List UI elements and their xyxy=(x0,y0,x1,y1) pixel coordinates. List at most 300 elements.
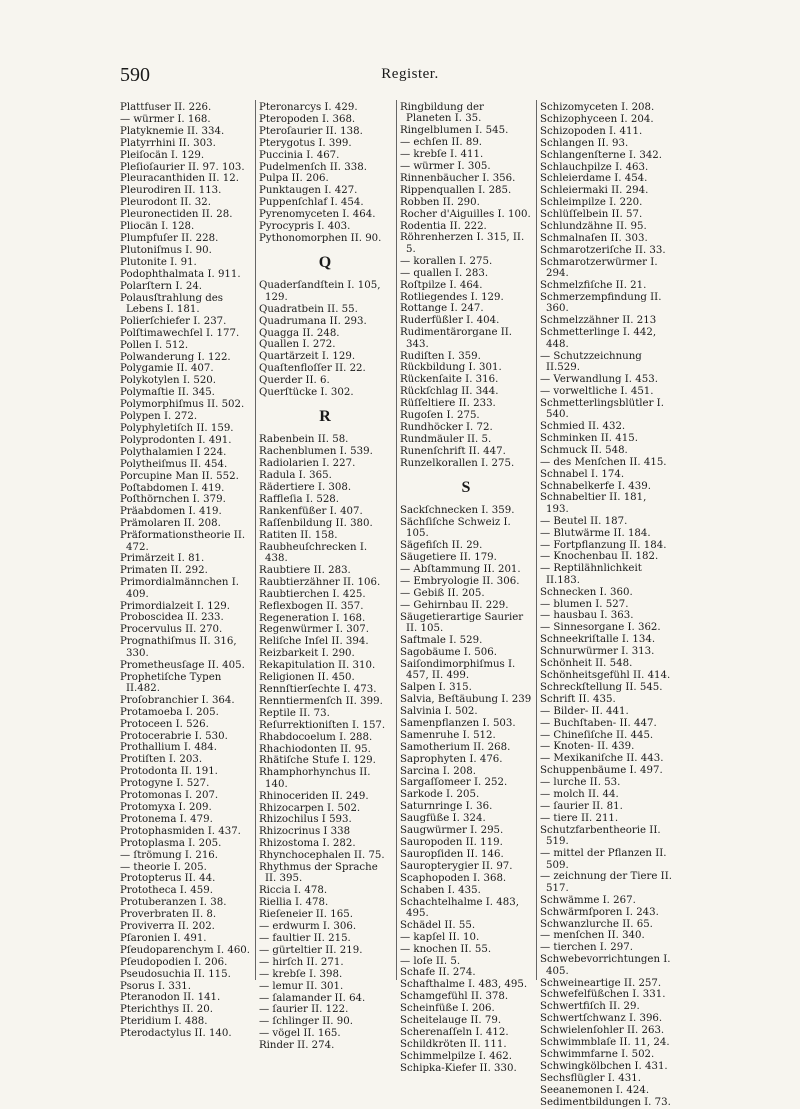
index-entry: Säugetiere II. 179. xyxy=(400,552,497,564)
index-entry: Pterichthys II. 20. xyxy=(120,1004,213,1016)
index-entry: Schädel II. 55. xyxy=(400,919,476,931)
index-entry: Pollen I. 512. xyxy=(120,339,189,351)
index-entry: Samenruhe I. 512. xyxy=(400,729,496,741)
index-entry: Rudiſten I. 359. xyxy=(400,350,481,362)
index-entry: — vögel II. 165. xyxy=(259,1028,341,1040)
index-entry: Protonema I. 479. xyxy=(120,813,213,825)
index-entry: Protamoeba I. 205. xyxy=(120,706,219,718)
index-entry: Renntiermenſch II. 399. xyxy=(259,695,383,707)
index-entry: Scaphopoden I. 368. xyxy=(400,872,507,884)
index-entry: Schmied II. 432. xyxy=(540,420,626,432)
index-entry: Schizomyceten I. 208. xyxy=(540,102,655,113)
index-entry: Pseudosuchia II. 115. xyxy=(120,968,231,980)
index-entry: Pteronarcys I. 429. xyxy=(259,102,358,113)
index-entry: Runzelkorallen I. 275. xyxy=(400,457,515,469)
index-entry: Rhamphorhynchus II. 140. xyxy=(259,767,371,790)
index-entry: Plutoniſmus I. 90. xyxy=(120,244,212,256)
index-entry: Protiſten I. 203. xyxy=(120,754,203,766)
index-entry: Raubheuſchrecken I. 438. xyxy=(259,541,368,564)
index-entry: — ſtrömung I. 216. xyxy=(120,849,219,861)
index-entry: Pteroſaurier II. 138. xyxy=(259,125,363,137)
index-entry: Protopterus II. 44. xyxy=(120,873,216,885)
index-entry: Schneekriſtalle I. 134. xyxy=(540,634,656,646)
index-entry: Sargaſſomeer I. 252. xyxy=(400,777,508,789)
index-entry: Schwimmfarne I. 502. xyxy=(540,1049,655,1060)
index-entry: Schwielenſohler II. 263. xyxy=(540,1025,665,1037)
index-entry: — Schutzzeichnung II.529. xyxy=(540,350,642,373)
index-entry: Sedimentbildungen I. 73. xyxy=(540,1096,671,1108)
index-entry: Schmetterlinge I. 442, 448. xyxy=(540,327,657,350)
index-entry: — Verwandlung I. 453. xyxy=(540,373,658,385)
index-entry: Reliſche Inſel II. 394. xyxy=(259,636,369,648)
index-entry: Quaſtenfloſſer II. 22. xyxy=(259,363,366,375)
index-entry: — Blutwärme II. 184. xyxy=(540,527,651,539)
index-entry: Pythonomorphen II. 90. xyxy=(259,232,382,244)
index-entry: Schwämme I. 267. xyxy=(540,894,636,906)
index-entry: Rekapitulation II. 310. xyxy=(259,660,376,672)
index-entry: Poſthörnchen I. 379. xyxy=(120,494,226,506)
index-entry: — knochen II. 55. xyxy=(400,943,492,955)
index-entry: Pſeudopodien I. 206. xyxy=(120,956,228,968)
index-entry: Saugfüße I. 324. xyxy=(400,813,486,825)
index-entry: Raffleſia I. 528. xyxy=(259,493,340,505)
index-entry: Prämolaren II. 208. xyxy=(120,518,221,530)
index-entry: Quallen I. 272. xyxy=(259,339,336,351)
index-entry: Schmarotzerwürmer I. 294. xyxy=(540,256,658,280)
index-entry: Rieſeneier II. 165. xyxy=(259,909,353,921)
index-entry: Polymaſtie II. 345. xyxy=(120,387,215,399)
index-entry: Schnurwürmer I. 313. xyxy=(540,646,655,658)
index-entry: Schafe II. 274. xyxy=(400,967,476,979)
index-entry: Prognathiſmus II. 316, 330. xyxy=(120,636,237,659)
index-entry: — gürteltier II. 219. xyxy=(259,944,363,956)
index-entry: Pteridium I. 488. xyxy=(120,1016,208,1028)
index-entry: Scheinfüße I. 206. xyxy=(400,1003,495,1015)
index-entry: Primordialzeit I. 129. xyxy=(120,600,230,612)
index-entry: Ruderfüßler I. 404. xyxy=(400,315,500,327)
index-entry: Rinnenbäucher I. 356. xyxy=(400,172,516,184)
index-entry: Procervulus II. 270. xyxy=(120,624,223,636)
index-column-4 xyxy=(540,102,672,1109)
index-entry: Rhizocrinus I 338 xyxy=(259,826,351,838)
index-entry: Rinder II. 274. xyxy=(259,1040,335,1052)
index-entry: Rhätiſche Stufe I. 129. xyxy=(259,755,376,767)
index-entry: Schwertfiſch II. 29. xyxy=(540,1001,640,1013)
index-entry: Sächſiſche Schweiz I. 105. xyxy=(400,517,511,540)
index-entry: — kapſel II. 10. xyxy=(400,931,480,943)
index-entry: — theorie I. 205. xyxy=(120,861,207,873)
index-entry: Schleiermaki II. 294. xyxy=(540,185,649,197)
index-entry: Pleurodiren II. 113. xyxy=(120,185,222,197)
index-entry: — Fortpflanzung II. 184. xyxy=(540,539,667,551)
index-entry: Protogyne I. 527. xyxy=(120,778,210,790)
index-entry: Protomyxa I. 209. xyxy=(120,801,212,813)
index-entry: Polyphyletiſch II. 159. xyxy=(120,422,234,434)
index-entry: Rabenbein II. 58. xyxy=(259,434,349,446)
index-entry: Schamgefühl II. 378. xyxy=(400,991,509,1003)
index-entry: Rachenblumen I. 539. xyxy=(259,446,373,458)
index-entry: Primärzeit I. 81. xyxy=(120,553,205,565)
index-entry: Pterygotus I. 399. xyxy=(259,137,352,149)
index-entry: Raſſenbildung II. 380. xyxy=(259,517,373,529)
index-entry: Samotherium II. 268. xyxy=(400,741,511,753)
index-entry: Pleſioſaurier II. 97. 103. xyxy=(120,161,245,173)
index-entry: Primaten II. 292. xyxy=(120,565,208,577)
index-entry: Schreckſtellung II. 545. xyxy=(540,681,663,693)
index-entry: — Mexikaniſche II. 443. xyxy=(540,753,664,765)
index-entry: Rhythmus der Sprache II. 395. xyxy=(259,862,378,885)
index-entry: Sauropterygier II. 97. xyxy=(400,860,513,872)
index-entry: — Abſtammung II. 201. xyxy=(400,564,521,576)
index-entry: Schwingkölbchen I. 431. xyxy=(540,1060,668,1072)
index-entry: Radiolarien I. 227. xyxy=(259,458,356,470)
index-entry: — Knochenbau II. 182. xyxy=(540,551,659,563)
index-entry: Regeneration I. 168. xyxy=(259,612,366,624)
index-entry: Seeanemonen I. 424. xyxy=(540,1084,650,1096)
index-entry: Schmarotzeriſche II. 33. xyxy=(540,244,666,256)
index-entry: Schmelzfiſche II. 21. xyxy=(540,280,647,292)
index-entry: Pſeudoparenchym I. 460. xyxy=(120,944,251,956)
index-entry: — lurche II. 53. xyxy=(540,777,621,789)
index-entry: — Sinnesorgane I. 362. xyxy=(540,622,661,634)
index-entry: Schnabeltier II. 181, 193. xyxy=(540,492,647,515)
index-entry: Raubtierchen I. 425. xyxy=(259,588,366,600)
section-letter: S xyxy=(461,479,471,497)
index-entry: Ratiten II. 158. xyxy=(259,529,338,541)
index-entry: Psorus I. 331. xyxy=(120,980,192,992)
index-entry: Pulpa II. 206. xyxy=(259,173,329,185)
index-entry: Rhynchocephalen II. 75. xyxy=(259,850,385,862)
index-entry: — vorweltliche I. 451. xyxy=(540,385,654,397)
index-entry: Rippenquallen I. 285. xyxy=(400,184,512,196)
index-entry: Schwebevorrichtungen I. 405. xyxy=(540,954,671,977)
index-entry: Schönheit II. 548. xyxy=(540,658,633,670)
index-entry: — molch II. 44. xyxy=(540,789,619,801)
index-entry: Rhinoceriden II. 249. xyxy=(259,790,369,802)
index-entry: Religionen II. 450. xyxy=(259,672,355,684)
index-entry: Prometheusſage II. 405. xyxy=(120,659,245,671)
index-entry: Polarſtern I. 24. xyxy=(120,280,203,292)
index-entry: Protomonas I. 207. xyxy=(120,790,219,802)
index-entry: — ſalamander II. 64. xyxy=(259,992,366,1004)
index-entry: Proverbraten II. 8. xyxy=(120,909,217,921)
index-entry: Protodonta II. 191. xyxy=(120,766,218,778)
index-entry: Rüſſeltiere II. 233. xyxy=(400,398,496,410)
index-entry: Polytheiſmus II. 454. xyxy=(120,458,228,470)
index-entry: Sauropoden II. 119. xyxy=(400,836,503,848)
index-entry: Polymorphiſmus II. 502. xyxy=(120,399,245,411)
index-entry: — lemur II. 301. xyxy=(259,980,344,992)
index-entry: Pſaronien I. 491. xyxy=(120,932,207,944)
index-entry: Rückbildung I. 301. xyxy=(400,362,502,374)
index-entry: Schutzfarbentheorie II. 519. xyxy=(540,824,661,848)
index-entry: Saprophyten I. 476. xyxy=(400,753,503,765)
index-entry: Schimmelpilze I. 462. xyxy=(400,1050,512,1062)
index-entry: Prophetiſche Typen II.482. xyxy=(120,671,222,694)
index-entry: Proviverra II. 202. xyxy=(120,921,215,933)
index-entry: Schipka-Kiefer II. 330. xyxy=(400,1062,517,1074)
index-entry: Protoplasma I. 205. xyxy=(120,837,222,849)
index-entry: Riellia I. 478. xyxy=(259,897,329,909)
index-entry: — hausbau I. 363. xyxy=(540,610,634,622)
page-number: 590 xyxy=(120,64,150,86)
index-entry: Reſurrektioniſten I. 157. xyxy=(259,719,386,731)
index-entry: Polſtimawechſel I. 177. xyxy=(120,327,240,339)
index-entry: Rundmäuler II. 5. xyxy=(400,433,492,445)
index-entry: Quadrumana II. 293. xyxy=(259,315,367,327)
index-entry: — korallen I. 275. xyxy=(400,255,493,267)
index-entry: Schwertſchwanz I. 396. xyxy=(540,1013,663,1025)
index-entry: Präabdomen I. 419. xyxy=(120,506,222,518)
index-entry: Schnecken I. 360. xyxy=(540,586,633,598)
index-entry: Saiſondimorphiſmus I. 457, II. 499. xyxy=(400,658,516,682)
index-entry: Präformationstheorie II. 472. xyxy=(120,530,246,553)
index-entry: Schachtelhalme I. 483, 495. xyxy=(400,896,519,919)
index-entry: Schwefelfüßchen I. 331. xyxy=(540,989,666,1001)
index-entry: Säugetierartige Saurier II. 105. xyxy=(400,611,524,635)
index-entry: Reptile II. 73. xyxy=(259,707,330,719)
index-entry: Pliocän I. 128. xyxy=(120,221,195,233)
index-entry: Schlangenſterne I. 342. xyxy=(540,149,663,161)
index-entry: — Buchſtaben- II. 447. xyxy=(540,717,657,729)
index-entry: Rankenfüßer I. 407. xyxy=(259,505,363,517)
index-entry: — krebſe I. 398. xyxy=(259,968,343,980)
section-letter: Q xyxy=(318,254,332,272)
index-entry: — Gehirnbau II. 229. xyxy=(400,599,509,611)
column-rule xyxy=(396,100,397,980)
index-entry: Schizophyceen I. 204. xyxy=(540,113,654,125)
index-entry: Sägefiſch II. 29. xyxy=(400,540,483,552)
index-entry: — zeichnung der Tiere II. 517. xyxy=(540,871,672,894)
index-entry: Pyrenomyceten I. 464. xyxy=(259,209,376,221)
index-entry: Sackſchnecken I. 359. xyxy=(400,505,515,517)
index-column-2 xyxy=(259,102,391,1052)
index-entry: Rocher d'Aiguilles I. 100. xyxy=(400,208,531,220)
index-entry: Pudelmenſch II. 338. xyxy=(259,161,367,173)
index-entry: — quallen I. 283. xyxy=(400,267,489,279)
index-entry: — ſaurier II. 122. xyxy=(259,1004,349,1016)
index-entry: Schmuck II. 548. xyxy=(540,444,628,456)
index-entry: Quaderſandſtein I. 105, 129. xyxy=(259,280,381,303)
index-entry: Polyprodonten I. 491. xyxy=(120,434,232,446)
index-entry: Plutonite I. 91. xyxy=(120,256,197,268)
index-entry: — faultier II. 215. xyxy=(259,933,351,944)
index-entry: Schwärmſporen I. 243. xyxy=(540,906,659,918)
index-entry: Sagobäume I. 506. xyxy=(400,646,497,658)
index-entry: Salvia, Beſtäubung I. 239 xyxy=(400,694,532,706)
index-entry: Saftmale I. 529. xyxy=(400,635,483,647)
index-entry: Schönheitsgefühl II. 414. xyxy=(540,670,671,681)
index-entry: Robben II. 290. xyxy=(400,196,480,208)
index-entry: Querder II. 6. xyxy=(259,375,330,387)
index-entry: Polierſchiefer I. 237. xyxy=(120,315,227,327)
index-entry: Sarcina I. 208. xyxy=(400,765,476,777)
index-entry: Schnabelkerfe I. 439. xyxy=(540,480,651,492)
index-entry: Protophasmiden I. 437. xyxy=(120,825,241,837)
index-entry: Schlauchpilze I. 463. xyxy=(540,161,649,173)
index-entry: Ringbildung der Planeten I. 35. xyxy=(400,102,484,125)
index-entry: Plattfuser II. 226. xyxy=(120,102,212,113)
index-entry: Polwanderung I. 122. xyxy=(120,351,231,363)
index-entry: Ringelblumen I. 545. xyxy=(400,125,509,137)
index-entry: Schafthalme I. 483, 495. xyxy=(400,979,528,991)
index-entry: Rotliegendes I. 129. xyxy=(400,291,504,303)
index-entry: Polykotylen I. 520. xyxy=(120,375,217,387)
index-entry: Querſtücke I. 302. xyxy=(259,387,354,399)
index-entry: Rudimentärorgane II. 343. xyxy=(400,327,513,350)
index-entry: Raubtierzähner II. 106. xyxy=(259,576,381,588)
index-entry: Samenpflanzen I. 503. xyxy=(400,717,516,729)
index-entry: Primordialmännchen I. 409. xyxy=(120,577,239,600)
index-entry: — würmer I. 305. xyxy=(400,161,491,173)
index-entry: — Reptilähnlichkeit II.183. xyxy=(540,563,642,586)
index-entry: Pleuracanthiden II. 12. xyxy=(120,173,239,185)
index-column-3 xyxy=(400,102,532,1075)
index-entry: Sauropſiden II. 146. xyxy=(400,848,504,860)
index-entry: Schizopoden I. 411. xyxy=(540,125,643,137)
index-entry: — loſe II. 5. xyxy=(400,955,461,967)
index-entry: — des Menſchen II. 415. xyxy=(540,456,667,468)
index-entry: Pteranodon II. 141. xyxy=(120,992,221,1004)
index-entry: Rundhöcker I. 72. xyxy=(400,421,493,433)
index-entry: Riccia I. 478. xyxy=(259,885,328,897)
index-entry: Puccinia I. 467. xyxy=(259,149,340,161)
index-entry: — Bilder- II. 441. xyxy=(540,705,629,717)
index-entry: Roſtpilze I. 464. xyxy=(400,279,483,291)
index-column-1 xyxy=(120,102,252,1040)
page-header xyxy=(110,64,710,90)
index-entry: — tierchen I. 297. xyxy=(540,942,633,954)
index-entry: Rückſchlag II. 344. xyxy=(400,386,499,398)
index-entry: — Beutel II. 187. xyxy=(540,515,628,527)
index-entry: Protoceen I. 526. xyxy=(120,718,209,730)
index-entry: Pleuronectiden II. 28. xyxy=(120,209,233,221)
index-entry: Quartärzeit I. 129. xyxy=(259,351,356,363)
index-entry: Poſtabdomen I. 419. xyxy=(120,482,225,494)
index-entry: Rhizostoma I. 282. xyxy=(259,838,356,850)
index-entry: — Gebiß II. 205. xyxy=(400,587,485,599)
index-entry: Salpen I. 315. xyxy=(400,682,472,694)
index-entry: Punktaugen I. 427. xyxy=(259,185,358,197)
index-entry: Regenwürmer I. 307. xyxy=(259,624,369,636)
index-entry: Sarkode I. 205. xyxy=(400,789,480,801)
index-entry: Rodentia II. 222. xyxy=(400,220,487,232)
index-entry: Saturnringe I. 36. xyxy=(400,801,493,813)
section-letter: R xyxy=(319,408,331,426)
index-entry: — blumen I. 527. xyxy=(540,598,629,610)
index-entry: — würmer I. 168. xyxy=(120,113,211,125)
index-entry: Polypen I. 272. xyxy=(120,411,198,423)
index-entry: Radula I. 365. xyxy=(259,470,332,482)
index-entry: — ſaurier II. 81. xyxy=(540,800,623,812)
index-entry: Proboscidea II. 233. xyxy=(120,612,224,624)
index-entry: Saugwürmer I. 295. xyxy=(400,825,504,837)
running-head: Register. xyxy=(381,66,439,82)
index-entry: Rhizochilus I 593. xyxy=(259,814,352,826)
index-entry: Schmetterlingsblütler I. 540. xyxy=(540,397,664,421)
index-entry: — mittel der Pflanzen II. 509. xyxy=(540,848,667,871)
index-entry: Schildkröten II. 111. xyxy=(400,1038,507,1050)
index-entry: Scherenaſſeln I. 412. xyxy=(400,1026,509,1038)
index-entry: Puppenſchlaf I. 454. xyxy=(259,197,364,209)
index-entry: Schwimmblaſe II. 11, 24. xyxy=(540,1037,670,1049)
index-entry: Podophthalmata I. 911. xyxy=(120,268,241,280)
index-entry: Scheitelauge II. 79. xyxy=(400,1015,502,1027)
index-entry: Raubtiere II. 283. xyxy=(259,564,351,576)
index-entry: Schleimpilze I. 220. xyxy=(540,197,643,209)
index-entry: Runenſchrift II. 447. xyxy=(400,445,506,457)
index-entry: Schmalnaſen II. 303. xyxy=(540,232,648,244)
index-entry: Reizbarkeit I. 290. xyxy=(259,648,355,660)
index-entry: Polausſtrahlung des Lebens I. 181. xyxy=(120,292,223,315)
index-entry: Pterodactylus II. 140. xyxy=(120,1028,232,1040)
index-entry: — Embryologie II. 306. xyxy=(400,576,520,588)
index-entry: Polythalamien I 224. xyxy=(120,446,227,458)
index-entry: — Chineſiſche II. 445. xyxy=(540,729,654,741)
index-entry: — ſchlinger II. 90. xyxy=(259,1016,353,1028)
index-entry: — menſchen II. 340. xyxy=(540,930,645,942)
index-entry: — erdwurm I. 306. xyxy=(259,921,357,933)
index-entry: Rottange I. 247. xyxy=(400,303,484,315)
index-entry: Rhachiodonten II. 95. xyxy=(259,743,371,755)
index-entry: Platyrrhini II. 303. xyxy=(120,137,216,149)
index-entry: — echſen II. 89. xyxy=(400,137,483,149)
index-entry: — krebſe I. 411. xyxy=(400,149,484,161)
index-entry: Pleiſocän I. 129. xyxy=(120,149,205,161)
index-entry: Polygamie II. 407. xyxy=(120,363,214,375)
index-entry: Quagga II. 248. xyxy=(259,327,340,339)
index-entry: Röhrenherzen I. 315, II. 5. xyxy=(400,232,525,255)
index-entry: Pteropoden I. 368. xyxy=(259,113,356,125)
index-entry: Rädertiere I. 308. xyxy=(259,482,352,494)
index-entry: Pleurodont II. 32. xyxy=(120,197,211,209)
index-entry: Schlüſſelbein II. 57. xyxy=(540,209,643,221)
index-entry: Schaben I. 435. xyxy=(400,884,481,896)
index-entry: Porcupine Man II. 552. xyxy=(120,470,239,482)
index-entry: Schminken II. 415. xyxy=(540,432,638,444)
index-entry: Schlundzähne II. 95. xyxy=(540,221,647,233)
index-entry: Schleierdame I. 454. xyxy=(540,173,648,185)
index-entry: Rennſtierſechte I. 473. xyxy=(259,683,377,695)
index-entry: Platyknemie II. 334. xyxy=(120,125,225,137)
index-entry: Proſobranchier I. 364. xyxy=(120,694,235,706)
index-entry: — tiere II. 211. xyxy=(540,812,619,824)
index-entry: Rhabdocoelum I. 288. xyxy=(259,731,373,743)
index-entry: Schnabel I. 174. xyxy=(540,468,625,480)
index-entry: Schweineartige II. 257. xyxy=(540,977,662,989)
index-entry: Pyrocypris I. 403. xyxy=(259,221,351,233)
index-entry: Schlangen II. 93. xyxy=(540,137,629,149)
index-entry: Schuppenbäume I. 497. xyxy=(540,765,663,777)
index-entry: Quadratbein II. 55. xyxy=(259,303,358,315)
index-entry: — Knoten- II. 439. xyxy=(540,741,635,753)
index-entry: Rugoſen I. 275. xyxy=(400,410,480,422)
index-entry: Schmerzempfindung II. 360. xyxy=(540,292,662,315)
index-entry: Schwanzlurche II. 65. xyxy=(540,918,653,930)
column-rule xyxy=(255,100,256,980)
index-entry: Salvinia I. 502. xyxy=(400,706,478,717)
index-entry: Rückenſaite I. 316. xyxy=(400,374,499,386)
index-entry: Reflexbogen II. 357. xyxy=(259,600,364,612)
column-rule xyxy=(536,100,537,980)
index-entry: — hirſch II. 271. xyxy=(259,956,344,968)
index-entry: Rhizocarpen I. 502. xyxy=(259,802,361,814)
index-entry: Protuberanzen I. 38. xyxy=(120,897,227,909)
index-entry: Prothallium I. 484. xyxy=(120,742,218,754)
index-entry: Plumpfuſer II. 228. xyxy=(120,232,219,244)
index-entry: Protocerabrie I. 530. xyxy=(120,730,228,742)
index-entry: Prototheca I. 459. xyxy=(120,885,213,897)
